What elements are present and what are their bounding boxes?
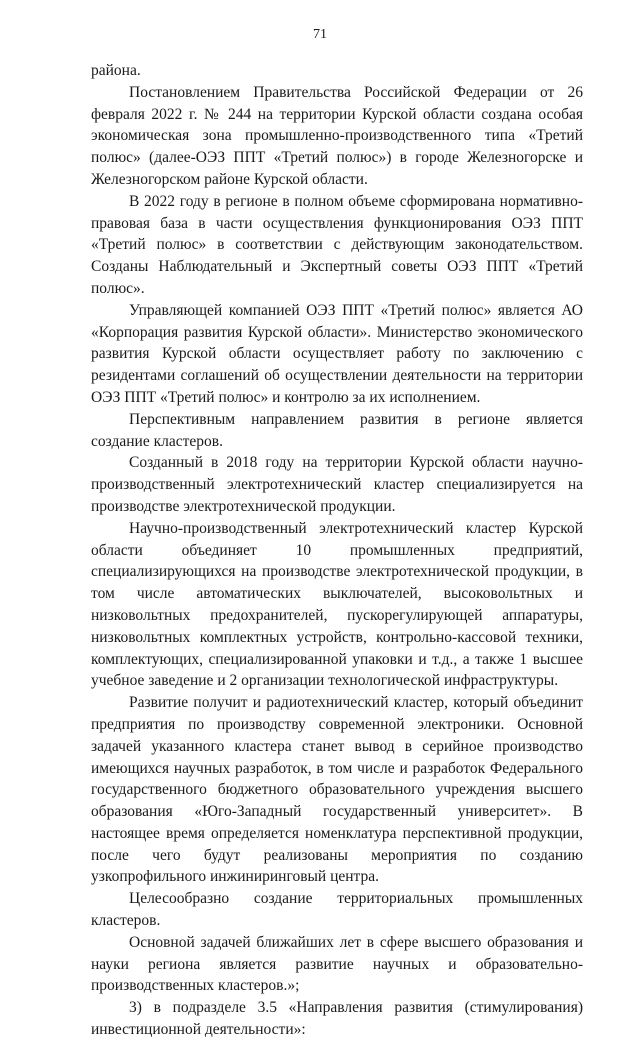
- paragraph: Постановлением Правительства Российской Федерации от 26 февраля 2022 г. № 244 на территории Курской области создана особая экономическая зона промышленно-производственного типа «Третий полюс» (далее-ОЭЗ ППТ «Третий полюс») в городе Железногорске и Железногорском районе Курской области.: [91, 83, 583, 188]
- page-number: 71: [313, 27, 327, 42]
- paragraph: Развитие получит и радиотехнический кластер, который объединит предприятия по производству современной электроники. Основной задачей указанного кластера станет вывод в серийное производство имеющихся научных разработок, в том числе и разработок Федерального государственного бюджетного образовательного учреждения высшего образования «Юго-Западный государственный университет». В настоящее время определяется номенклатура перспективной продукции, после чего будут реализованы мероприятия по созданию узкопрофильного инжиниринговый центра.: [91, 694, 583, 886]
- paragraph: 3) в подразделе 3.5 «Направления развития (стимулирования) инвестиционной деятельности»:: [91, 999, 583, 1039]
- paragraph: В 2022 году в регионе в полном объеме сформирована нормативно-правовая база в части осуществления функционирования ОЭЗ ППТ «Третий полюс» в соответствии с действующим законодательством. Созданы Наблюдательный и Экспертный советы ОЭЗ ППТ «Третий полюс».: [91, 192, 583, 297]
- paragraph: Созданный в 2018 году на территории Курской области научно-производственный электротехнический кластер специализируется на производстве электротехнической продукции.: [91, 454, 583, 515]
- paragraph: Целесообразно создание территориальных промышленных кластеров.: [91, 890, 583, 930]
- paragraph: района.: [91, 62, 141, 79]
- paragraph: Научно-производственный электротехнический кластер Курской области объединяет 10 промышленных предприятий, специализирующихся на производстве электротехнической продукции, в том числе автоматических выключателей, высоковольтных и низковольтных предохранителей, пускорегулирующей аппаратуры, низковольтных комплектных устройств, контрольно-кассовой техники, комплектующих, специализированной упаковки и т.д., а также 1 высшее учебное заведение и 2 организации технологической инфраструктуры.: [91, 519, 583, 690]
- document-body: [91, 60, 583, 1041]
- paragraph: Перспективным направлением развития в регионе является создание кластеров.: [91, 410, 583, 450]
- paragraph: Управляющей компанией ОЭЗ ППТ «Третий полюс» является АО «Корпорация развития Курской области». Министерство экономического развития Курской области осуществляет работу по заключению с резидентами соглашений об осуществлении деятельности на территории ОЭЗ ППТ «Третий полюс» и контролю за их исполнением.: [91, 301, 583, 406]
- paragraph: Основной задачей ближайших лет в сфере высшего образования и науки региона является развитие научных и образовательно-производственных кластеров.»;: [91, 933, 583, 995]
